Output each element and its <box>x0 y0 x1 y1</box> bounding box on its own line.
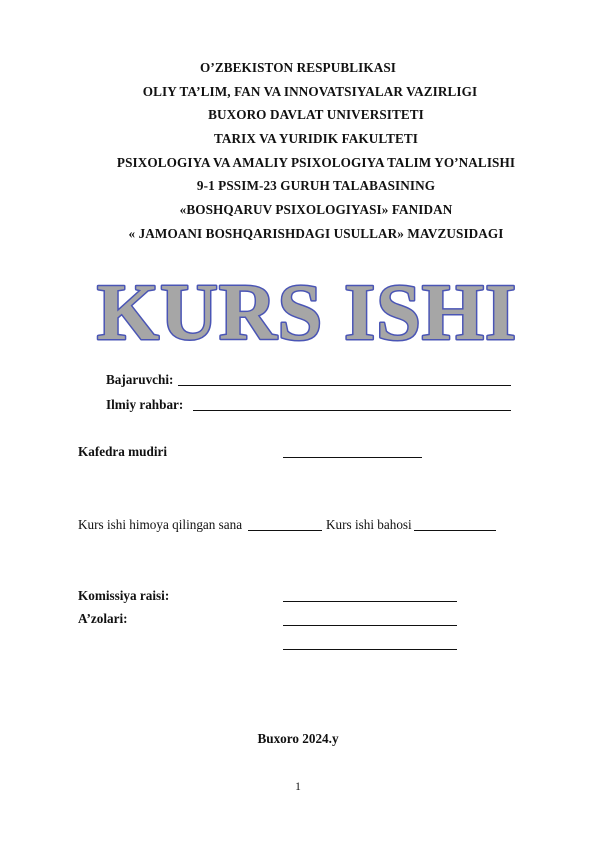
header-line-faculty: TARIX VA YURIDIK FAKULTETI <box>214 131 418 146</box>
header-line-subject: «BOSHQARUV PSIXOLOGIYASI» FANIDAN <box>179 202 453 217</box>
page-number: 1 <box>295 781 301 793</box>
header-line-direction: PSIXOLOGIYA VA AMALIY PSIXOLOGIYA TALIM YO’NALISHI <box>116 155 516 170</box>
kafedra-mudiri-blank-line <box>283 457 422 458</box>
komissiya-raisi-blank-line <box>283 601 457 602</box>
bahosi-blank-line <box>414 530 496 531</box>
ilmiy-rahbar-label: Ilmiy rahbar: <box>106 397 184 412</box>
header-line-university: BUXORO DAVLAT UNIVERSITETI <box>208 107 424 122</box>
himoya-sana-label: Kurs ishi himoya qilingan sana <box>78 517 243 532</box>
kurs-ishi-title <box>0 262 596 352</box>
komissiya-raisi-label: Komissiya raisi: <box>78 588 170 603</box>
header-line-group: 9-1 PSSIM-23 GURUH TALABASINING <box>196 178 436 193</box>
bahosi-label: Kurs ishi bahosi <box>326 517 412 532</box>
kafedra-mudiri-label: Kafedra mudiri <box>78 444 168 459</box>
azolari-blank-line-1 <box>283 625 457 626</box>
header-line-republic: O’ZBEKISTON RESPUBLIKASI <box>199 60 396 75</box>
kurs-ishi-title-text: KURS ISHI <box>96 269 518 352</box>
header-line-ministry: OLIY TA’LIM, FAN VA INNOVATSIYALAR VAZIRLIGI <box>142 84 478 99</box>
ilmiy-rahbar-blank-line <box>193 410 511 411</box>
bajaruvchi-blank-line <box>178 385 511 386</box>
azolari-blank-line-2 <box>283 649 457 650</box>
header-line-topic: « JAMOANI BOSHQARISHDAGI USULLAR» MAVZUSIDAGI <box>128 226 504 241</box>
himoya-sana-blank-line <box>248 530 322 531</box>
azolari-label: A’zolari: <box>78 611 128 626</box>
city-year: Buxoro 2024.y <box>257 731 339 746</box>
bajaruvchi-label: Bajaruvchi: <box>106 372 174 387</box>
